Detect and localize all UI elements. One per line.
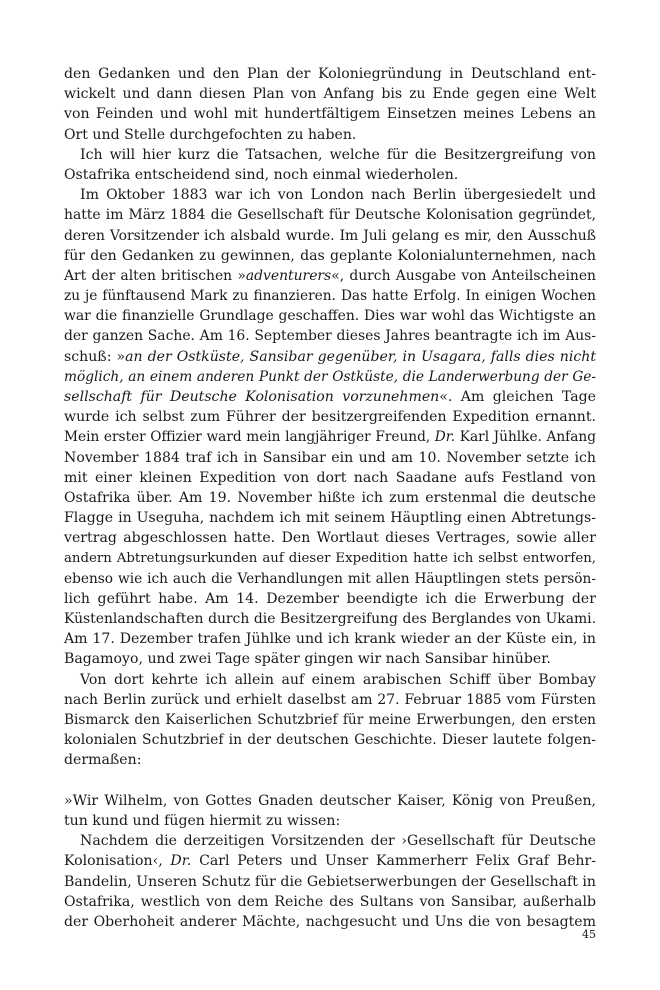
book-page-body	[64, 64, 596, 932]
text-line	[64, 165, 596, 185]
text-line	[64, 851, 596, 871]
italic-text: Dr.	[170, 853, 192, 870]
italic-text: Dr.	[434, 429, 456, 446]
paragraph	[64, 64, 596, 145]
text-line	[64, 84, 596, 104]
text-line	[64, 670, 596, 690]
text-run: Flagge in Useguha, nachdem ich mit seinem Häuptling einen Abtretungs-	[64, 510, 596, 527]
text-line	[64, 892, 596, 912]
text-run: Am 17. Dezember trafen Jühlke und ich krank wieder an der Küste ein, in	[64, 631, 596, 648]
paragraph	[64, 791, 596, 831]
italic-text: adventurers	[245, 267, 332, 284]
text-line	[64, 872, 596, 892]
text-run: nach Berlin zurück und erhielt daselbst am 27. Februar 1885 vom Fürsten	[64, 691, 596, 708]
text-line	[64, 569, 596, 589]
text-run: vertrag abgeschlossen hatte. Den Wortlaut dieses Vertrages, sowie aller	[64, 530, 596, 547]
text-run: hatte im März 1884 die Gesellschaft für Deutsche Kolonisation gegründet,	[64, 207, 596, 224]
text-run: «. Am gleichen Tage	[439, 389, 597, 405]
text-line	[64, 831, 596, 851]
text-line	[64, 64, 596, 84]
text-run: Im Oktober 1883 war ich von London nach Berlin übergesiedelt und	[80, 187, 596, 204]
text-run: der Oberhoheit anderer Mächte, nachgesucht und Uns die von besagtem	[64, 913, 596, 930]
paragraph	[64, 831, 596, 932]
text-line	[64, 750, 596, 770]
text-run: lich geführt habe. Am 14. Dezember beendigte ich die Erwerbung der	[64, 590, 596, 607]
text-run: Ostafrika über. Am 19. November hißte ich zum erstenmal die deutsche	[64, 489, 596, 506]
text-run: Von dort kehrte ich allein auf einem arabischen Schiff über Bombay	[80, 671, 596, 688]
text-line	[64, 266, 596, 286]
text-line	[64, 427, 596, 447]
paragraph-gap	[64, 771, 596, 791]
text-run: Ich will hier kurz die Tatsachen, welche für die Besitzergreifung von	[80, 146, 596, 163]
text-run: ebenso wie ich auch die Verhandlungen mit allen Häuptlingen stets persön-	[64, 570, 596, 587]
italic-text: möglich, an einem anderen Punkt der Ostküste, die Landerwerbung der Ge-	[64, 368, 596, 385]
text-run: Mein erster Offizier ward mein langjähriger Freund,	[64, 429, 435, 446]
text-line	[64, 387, 596, 407]
page-number: 45	[582, 928, 596, 941]
italic-text: an der Ostküste, Sansibar gegenüber, in Usagara, falls dies nicht	[125, 348, 596, 365]
text-run: für den Gedanken zu gewinnen, das geplante Kolonialunternehmen, nach	[64, 247, 596, 264]
text-run: wickelt und dann diesen Plan von Anfang bis zu Ende gegen eine Welt	[64, 86, 596, 103]
text-run: November 1884 traf ich in Sansibar ein und am 10. November setzte ich	[64, 449, 596, 466]
text-run: Ostafrika entscheidend sind, noch einmal wiederholen.	[64, 166, 459, 183]
text-run: Küstenlandschaften durch die Besitzergreifung des Berglandes von Ukami.	[64, 611, 596, 628]
text-line	[64, 629, 596, 649]
text-run: Bismarck den Kaiserlichen Schutzbrief für meine Erwerbungen, den ersten	[64, 712, 596, 728]
text-line	[64, 549, 596, 569]
text-line	[64, 730, 596, 750]
text-run: Ort und Stelle durchgefochten zu haben.	[64, 126, 357, 143]
text-run: »Wir Wilhelm, von Gottes Gnaden deutscher Kaiser, König von Preußen,	[64, 792, 596, 809]
text-run: andern Abtretungsurkunden auf dieser Expedition hatte ich selbst entworfen,	[64, 550, 596, 566]
text-run: mit einer kleinen Expedition von dort nach Saadane aufs Festland von	[64, 469, 596, 486]
text-run: Kolonisation‹,	[64, 853, 171, 870]
text-line	[64, 912, 596, 932]
text-run: war die finanzielle Grundlage geschaffen. Dies war wohl das Wichtigste an	[64, 308, 596, 325]
text-line	[64, 367, 596, 387]
text-line	[64, 104, 596, 124]
text-run: deren Vorsitzender ich alsbald wurde. Im Juli gelang es mir, den Ausschuß	[64, 227, 596, 244]
text-run: der ganzen Sache. Am 16. September dieses Jahres beantragte ich im Aus-	[64, 328, 596, 345]
text-run: tun kund und fügen hiermit zu wissen:	[64, 812, 341, 829]
text-run: Bagamoyo, und zwei Tage später gingen wir nach Sansibar hinüber.	[64, 651, 551, 668]
text-line	[64, 347, 596, 367]
text-run: kolonialen Schutzbrief in der deutschen Geschichte. Dieser lautete folgen-	[64, 732, 596, 749]
text-run: den Gedanken und den Plan der Koloniegründung in Deutschland ent-	[64, 66, 596, 82]
text-line	[64, 205, 596, 225]
text-line	[64, 690, 596, 710]
text-line	[64, 528, 596, 548]
paragraph	[64, 670, 596, 771]
text-line	[64, 710, 596, 730]
text-line	[64, 326, 596, 346]
text-line	[64, 145, 596, 165]
text-run: Karl Jühlke. Anfang	[455, 429, 596, 446]
text-line	[64, 246, 596, 266]
text-run: Bandelin, Unseren Schutz für die Gebietserwerbungen der Gesellschaft in	[64, 873, 596, 890]
text-line	[64, 649, 596, 669]
text-line	[64, 306, 596, 326]
text-line	[64, 407, 596, 427]
text-line	[64, 125, 596, 145]
text-run: Nachdem die derzeitigen Vorsitzenden der ›Gesellschaft für Deutsche	[80, 833, 596, 850]
text-line	[64, 811, 596, 831]
text-run: Ostafrika, westlich von dem Reiche des Sultans von Sansibar, außerhalb	[64, 893, 596, 910]
text-run: wurde ich selbst zum Führer der besitzergreifenden Expedition ernannt.	[64, 409, 596, 426]
text-line	[64, 286, 596, 306]
text-run: von Feinden und wohl mit hundertfältigem Einsetzen meines Lebens an	[64, 106, 596, 123]
text-line	[64, 468, 596, 488]
italic-text: sellschaft für Deutsche Kolonisation vorzunehmen	[64, 389, 440, 405]
text-line	[64, 609, 596, 629]
paragraph	[64, 185, 596, 670]
text-line	[64, 488, 596, 508]
text-run: Carl Peters und Unser Kammerherr Felix Graf Behr-	[191, 853, 596, 870]
text-line	[64, 448, 596, 468]
paragraph	[64, 145, 596, 185]
text-run: «, durch Ausgabe von Anteilscheinen	[331, 267, 596, 284]
text-line	[64, 589, 596, 609]
text-run: zu je fünftausend Mark zu finanzieren. Das hatte Erfolg. In einigen Wochen	[64, 288, 596, 305]
text-line	[64, 185, 596, 205]
text-line	[64, 508, 596, 528]
text-line	[64, 226, 596, 246]
text-run: dermaßen:	[64, 752, 142, 769]
text-run: Art der alten britischen »	[64, 267, 246, 284]
text-run: schuß: »	[64, 348, 126, 365]
text-line	[64, 791, 596, 811]
